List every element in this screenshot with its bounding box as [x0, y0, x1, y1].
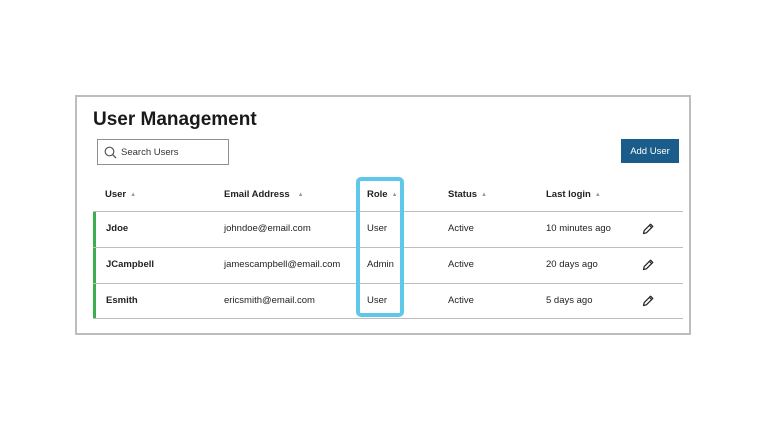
user-management-panel — [75, 95, 691, 335]
search-input[interactable] — [121, 147, 221, 158]
user-cell: Jdoe — [106, 223, 129, 234]
edit-pencil-icon[interactable] — [641, 294, 655, 308]
status-indicator-bar — [93, 248, 96, 283]
last-login-cell: 20 days ago — [546, 259, 598, 270]
page-title: User Management — [93, 109, 257, 130]
email-cell: jamescampbell@email.com — [224, 259, 341, 270]
sort-arrow-icon: ▲ — [481, 191, 487, 198]
add-user-button[interactable]: Add User — [621, 139, 679, 163]
sort-arrow-icon: ▲ — [594, 191, 601, 198]
table-row[interactable] — [93, 284, 683, 319]
column-header-label: Last login — [546, 189, 591, 200]
status-indicator-bar — [93, 284, 96, 319]
status-cell: Active — [448, 295, 474, 306]
status-indicator-bar — [93, 212, 96, 247]
column-header-role[interactable] — [367, 189, 398, 200]
column-header-label: Status — [448, 189, 478, 200]
column-header-email[interactable] — [224, 189, 304, 200]
search-icon — [104, 146, 117, 159]
last-login-cell: 10 minutes ago — [546, 223, 611, 234]
column-header-status[interactable] — [448, 189, 487, 200]
role-cell: User — [367, 295, 388, 306]
role-cell: User — [367, 223, 388, 234]
sort-arrow-icon: ▲ — [297, 191, 304, 198]
search-box[interactable] — [97, 139, 229, 165]
edit-pencil-icon[interactable] — [641, 258, 655, 272]
sort-arrow-icon: ▲ — [130, 191, 137, 198]
user-cell: JCampbell — [106, 259, 155, 270]
sort-arrow-icon: ▲ — [391, 191, 398, 198]
column-header-label: Role — [367, 189, 388, 200]
status-cell: Active — [448, 259, 474, 270]
row-divider — [93, 318, 683, 319]
email-cell: ericsmith@email.com — [224, 295, 315, 306]
column-header-label: User — [105, 189, 127, 200]
table-row[interactable] — [93, 248, 683, 283]
edit-pencil-icon[interactable] — [641, 222, 655, 236]
table-header — [93, 183, 683, 209]
table-row[interactable] — [93, 212, 683, 247]
role-cell: Admin — [367, 259, 394, 270]
column-header-label: Email Address — [224, 189, 290, 200]
column-header-last-login[interactable] — [546, 189, 601, 200]
user-cell: Esmith — [106, 295, 138, 306]
column-header-user[interactable] — [105, 189, 136, 200]
last-login-cell: 5 days ago — [546, 295, 593, 306]
email-cell: johndoe@email.com — [224, 223, 311, 234]
status-cell: Active — [448, 223, 474, 234]
